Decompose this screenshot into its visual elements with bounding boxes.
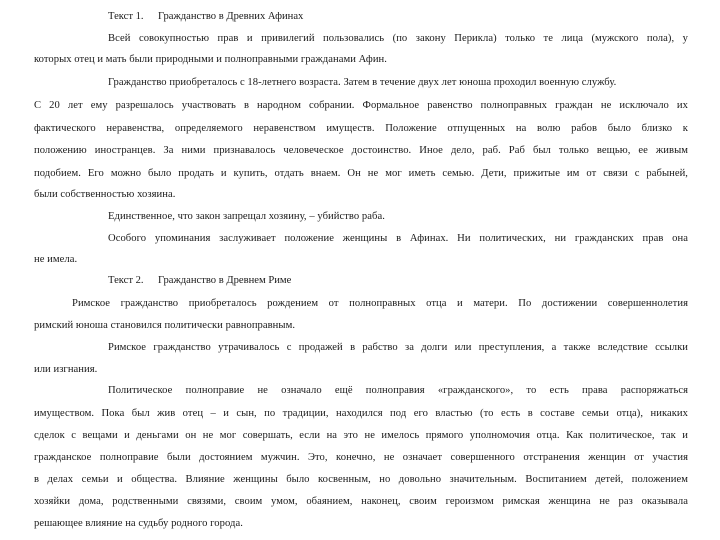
text1-line: Единственное, что закон запрещал хозяину, – убийство раба.: [108, 211, 385, 222]
text1-line: Гражданство приобреталось с 18-летнего возраста. Затем в течение двух лет юноша проходил военную службу.: [108, 77, 617, 88]
text1-line: фактического неравенства, определяемого неравенством имуществ. Положение отпущенных на волю рабов было близко к: [34, 123, 688, 134]
text2-line: Политическое полноправие не означало ещё полноправия «гражданского», то есть права распоряжаться: [108, 385, 688, 396]
text2-line: хозяйки дома, родственными связями, своим умом, обаянием, наконец, своим героизмом римская женщина не раз оказывала: [34, 496, 688, 507]
text2-line: римский юноша становился политически равноправным.: [34, 320, 296, 331]
text2-line: или изгнания.: [34, 364, 98, 375]
text1-line: не имела.: [34, 254, 78, 265]
text1-line: С 20 лет ему разрешалось участвовать в народном собрании. Формальное равенство полноправных граждан не исключало их: [34, 100, 688, 111]
text1-heading: [108, 10, 303, 24]
text2-heading: [108, 274, 291, 288]
text1-heading-number: Текст 1.: [108, 11, 144, 22]
text1-line: положению иностранцев. За ними признавалось человеческое достоинство. Иное дело, раб. Раб был только вещью, ее живым: [34, 145, 688, 156]
text2-heading-number: Текст 2.: [108, 275, 144, 286]
text2-line: имуществом. Пока был жив отец – и сын, по традиции, находился под его властью (то есть в составе семьи отца), никаких: [34, 408, 688, 419]
text1-heading-title: Гражданство в Древних Афинах: [158, 11, 304, 22]
text2-line: Римское гражданство утрачивалось с продажей в рабство за долги или преступления, а также вследствие ссылки: [108, 342, 688, 353]
text1-line: подобием. Его можно было продать и купить, отдать внаем. Он не мог иметь семью. Дети, прижитые им от связи с рабыней,: [34, 168, 688, 179]
text2-line: в делах семьи и общества. Влияние женщины было косвенным, но довольно значительным. Воспитанием детей, положением: [34, 474, 688, 485]
text2-line: сделок с вещами и деньгами он не мог совершать, если на это не имелось прямого уполномочия отца. Как политическое, так и: [34, 430, 688, 441]
text1-line: Особого упоминания заслуживает положение женщины в Афинах. Ни политических, ни гражданских прав она: [108, 233, 688, 244]
text1-line: Всей совокупностью прав и привилегий пользовались (по закону Перикла) только те лица (мужского пола), у: [108, 33, 688, 44]
text2-heading-title: Гражданство в Древнем Риме: [158, 275, 292, 286]
text1-line: были собственностью хозяина.: [34, 189, 176, 200]
text2-line: Римское гражданство приобреталось рождением от полноправных отца и матери. По достижении совершеннолетия: [72, 298, 688, 309]
text1-line: которых отец и мать были природными и полноправными гражданами Афин.: [34, 54, 387, 65]
text2-line: гражданское полноправие были достоянием мужчин. Это, конечно, не означает совершенного отстранения женщин от участия: [34, 452, 688, 463]
text2-line: решающее влияние на судьбу родного города.: [34, 518, 243, 529]
